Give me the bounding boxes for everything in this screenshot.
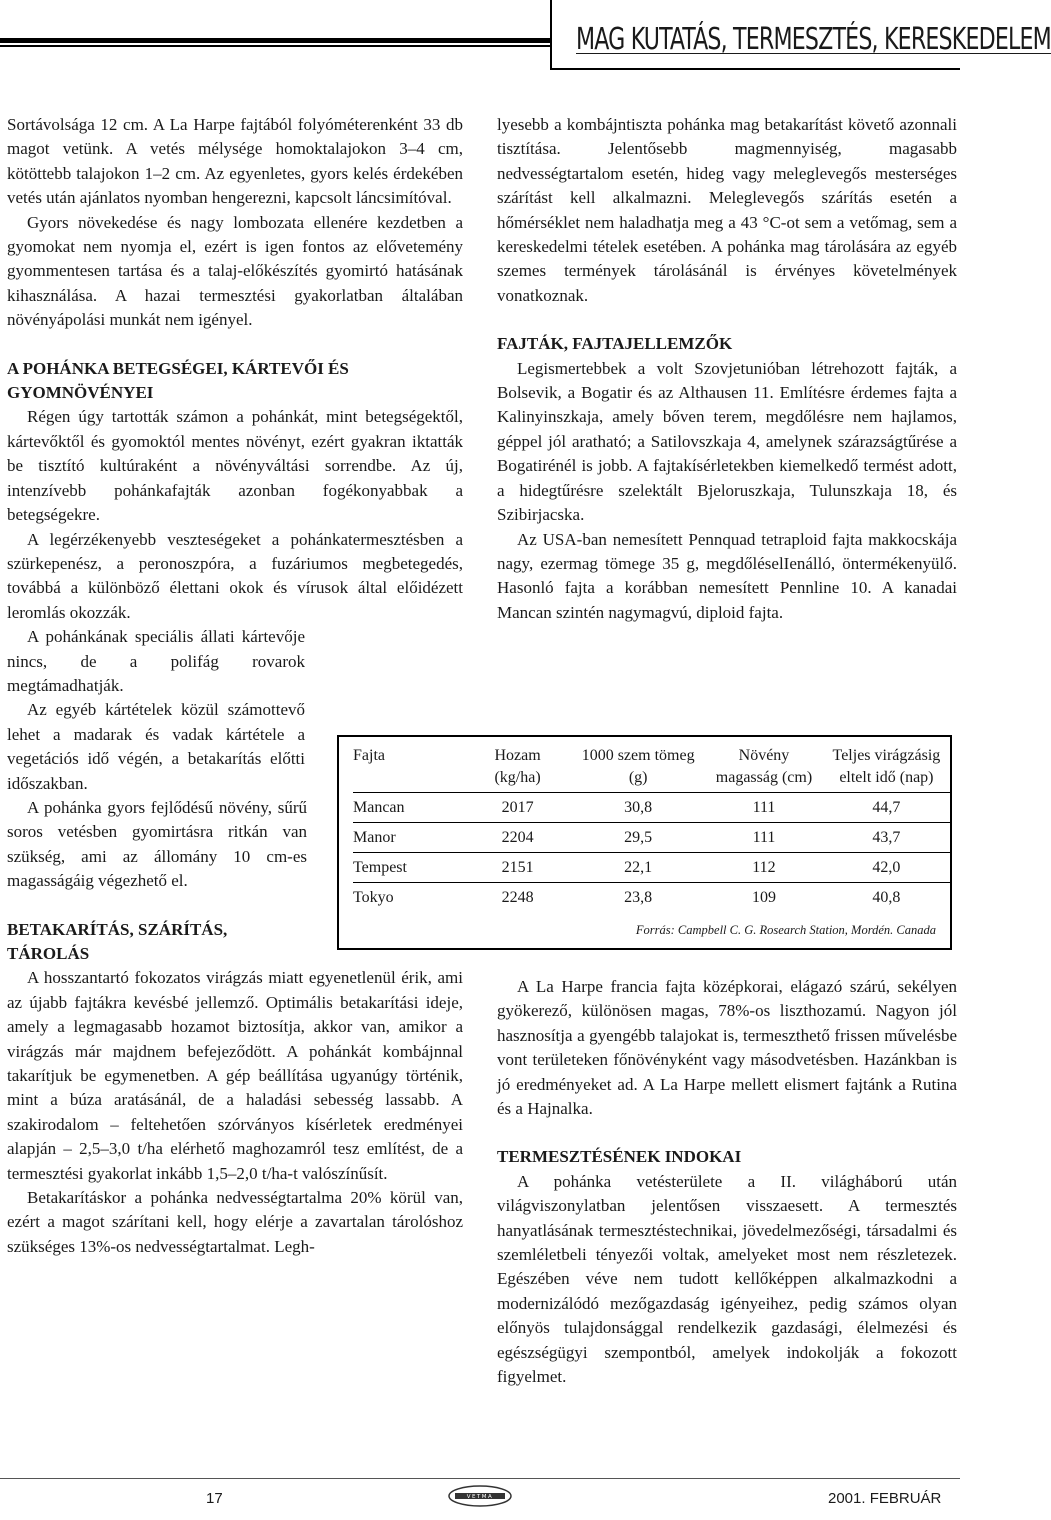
- table-row: [353, 793, 950, 823]
- table-row: [353, 853, 950, 883]
- table-header-cell: Hozam (kg/ha): [464, 745, 571, 793]
- table-cell: Manor: [353, 823, 464, 853]
- paragraph: A pohánka gyors fejlődésű növény, sűrű soros vetésben gyomirtásra ritkán van szükség, ami az állomány 10 cm-es magasságáig végezhető el.: [7, 797, 307, 891]
- table-cell: 112: [705, 853, 823, 883]
- variety-table-box: [337, 735, 952, 950]
- table-cell: Tokyo: [353, 889, 394, 906]
- table-cell: 42,0: [823, 853, 950, 883]
- table-cell: 23,8: [624, 889, 653, 906]
- table-cell: Tempest: [353, 853, 464, 883]
- paragraph: Régen úgy tartották számon a pohánkát, mint betegségektől, kártevőktől és gyomoktól mentes növényt, ezért gyakran iktatták be tisztító kultúraként a növényváltási sorrendbe. Az új, intenzívebb pohánkafajták azonban fogékonyabbak a betegségekre.: [7, 407, 463, 525]
- table-cell: 2017: [464, 793, 571, 823]
- header-box: [550, 0, 1051, 70]
- issue-date: 2001. FEBRUÁR: [828, 1490, 942, 1507]
- table-cell: 2248: [501, 889, 534, 906]
- table-cell: 40,8: [872, 889, 901, 906]
- table-header-cell: Teljes virágzásig eltelt idő (nap): [823, 745, 950, 793]
- table-header-cell: Fajta: [353, 745, 464, 793]
- svg-text:VETMA: VETMA: [466, 1494, 494, 1501]
- table-header-cell: Növény magasság (cm): [705, 745, 823, 793]
- paragraph: A La Harpe francia fajta középkorai, elágazó szárú, sekélyen gyökerező, különösen magas, 78%-os liszthozamú. Nagyon jól hasznosítja a gyengébb talajokat is, termeszthető frissen művelésbe vont területeken főnövényként vagy másodvetésben. Hazánkban is jó eredményeket ad. A La Harpe mellett elismert fajtánk a Rutina és a Hajnalka.: [497, 977, 957, 1119]
- table-cell: 111: [705, 823, 823, 853]
- header-rule-thin: [0, 45, 550, 47]
- paragraph: A hosszantartó fokozatos virágzás miatt egyenetlenül érik, ami az újabb fajtákra kevésbé jellemző. Optimális betakarítási ideje, amely a legmagasabb hozamot biztosítja, akkor van, amikor a virágzás már majdnem befejeződött. A pohánkát kombájnnal takarítjuk be egymenetben. A gép beállítása ugyanúgy történik, mint a búza aratásánál, de a haladási sebesség lassabb. A szakirodalom – feltehetően szórványos kísérletek eredményei alapján – 2,5–3,0 t/ha elérhető maghozamról tesz említést, de a termesztési gyakorlat inkább 1,5–2,0 t/ha-t valószínűsít.: [7, 968, 463, 1183]
- section-heading: BETAKARÍTÁS, SZÁRÍTÁS, TÁROLÁS: [7, 919, 228, 963]
- table-cell: 30,8: [571, 793, 705, 823]
- right-column-top: [497, 113, 957, 625]
- table-source: Forrás: Campbell C. G. Rosearch Station, Mordén. Canada: [635, 923, 936, 937]
- variety-table: [353, 745, 950, 912]
- paragraph: A legérzékenyebb veszteségeket a pohánkatermesztésben a szürkepenész, a peronoszpóra, a fuzáriumos megbetegedés, továbbá a különböző élettani okok és vírusok által előidézett leromlás okozzák.: [7, 529, 463, 622]
- paragraph: Betakarításkor a pohánka nedvességtartalma 20% körül van, ezért a magot szárítani kell, hogy elérje a zavartalan tárolóshoz szükséges 13%-os nedvességtartalmat. Legh-: [7, 1188, 463, 1256]
- paragraph: Legismertebbek a volt Szovjetunióban létrehozott fajták, a Bolsevik, a Bogatir és az Althausen 11. Említésre érdemes fajta a Kalinyinszkaja, amely bőven terem, megdőlésre nem hajlamos, géppel jól aratható; a Satilovszkaja 4, amelynek szárazságtűrése a Bogatirénél is jobb. A fajtakísérletekben kiemelkedő termést adott, a hidegtűrésre szelektált Bjeloruszkaja, Tulunszkaja 18, és Szibirjacska.: [497, 358, 957, 525]
- left-column: [7, 113, 463, 1259]
- table-cell: 111: [705, 793, 823, 823]
- table-row: [353, 823, 950, 853]
- table-cell: 29,5: [571, 823, 705, 853]
- table-cell: 109: [751, 889, 776, 906]
- paragraph: lyesebb a kombájntiszta pohánka mag betakarítást követő azonnali tisztítása. Jelentősebb magmennyiség, magasabb nedvességtartalom esetén, hideg vagy meleglevegős mesterséges szárítást kell alkalmazni. Meleglevegős szárítás esetén a hőmérséklet nem haladhatja meg a 43 °C-ot sem a vetőmag, sem a kereskedelmi tételek esetében. A pohánka mag tárolására az egyéb szemes termények tárolásánál is érvényes követelmények vonatkoznak.: [497, 115, 957, 305]
- paragraph: A pohánkának speciális állati kártevője nincs, de a polifág rovarok megtámadhatják.: [7, 627, 305, 695]
- paragraph: Sortávolsága 12 cm. A La Harpe fajtából folyóméterenként 33 db magot vetünk. A vetés mélysége homoktalajokon 3–4 cm, kötöttebb talajokon 1–2 cm. Az egyenletes, gyors kelés érdekében vetés után ajánlatos nyomban hengerezni, kapcsolt láncsimítóval.: [7, 115, 463, 208]
- table-cell: Mancan: [353, 793, 464, 823]
- paragraph: Az egyéb kártételek közül számottevő lehet a madarak és vadak kártétele a vegetációs idő végén, a betakarítás előtti időszakban.: [7, 700, 305, 793]
- paragraph: Az USA-ban nemesített Pennquad tetraploid fajta makkocskája nagy, ezermag tömege 35 g, megdőléselIenálló, öntermékenyülő. Hasonló fajta a korábban nemesített Pennline 10. A kanadai Mancan szintén nagymagvú, diploid fajta.: [497, 529, 957, 622]
- table-cell: 22,1: [571, 853, 705, 883]
- table-cell: 2204: [464, 823, 571, 853]
- table-header-row: [353, 745, 950, 793]
- section-heading: FAJTÁK, FAJTAJELLEMZŐK: [497, 334, 733, 354]
- table-cell: 2151: [464, 853, 571, 883]
- page-number: 17: [206, 1490, 223, 1507]
- table-header-cell: 1000 szem tömeg (g): [571, 745, 705, 793]
- paragraph: Gyors növekedése és nagy lombozata ellenére kezdetben a gyomokat nem nyomja el, ezért is igen fontos az elővetemény gyommentesen tartása és a talaj-előkészítés gyomirtó hatásának kihasználása. A hazai termesztési gyakorlatban általában növényápolási munkát nem igényel.: [7, 212, 463, 330]
- section-heading: A POHÁNKA BETEGSÉGEI, KÁRTEVŐI ÉS GYOMNÖVÉNYEI: [7, 358, 349, 403]
- paragraph: A pohánka vetésterülete a II. világháború után világviszonylatban jelentősen visszaesett. A termesztés hanyatlásának termesztéstechnikai, jövedelmezőségi, társadalmi és szemléletbeli tényezői voltak, amelyeket most nem részletezek. Egészében véve nem tudott kellőképpen alkalmazkodni a modernizálódó mezőgazdaság igényeihez, pedig számos olyan előnyös tulajdonsággal rendelkezik gazdasági, élelmezési és egészségügyi szempontból, amelyek indokolják a fokozott figyelmet.: [497, 1171, 957, 1387]
- header-rule: [0, 38, 550, 43]
- footer-rule: [0, 1478, 960, 1479]
- table-row: [353, 883, 950, 913]
- table-cell: 43,7: [823, 823, 950, 853]
- right-column-bottom: [497, 975, 957, 1390]
- section-heading: TERMESZTÉSÉNEK INDOKAI: [497, 1147, 742, 1167]
- table-cell: 44,7: [823, 793, 950, 823]
- section-title: MAG KUTATÁS, TERMESZTÉS, KERESKEDELEM: [576, 22, 1051, 57]
- vetma-logo: [447, 1484, 513, 1508]
